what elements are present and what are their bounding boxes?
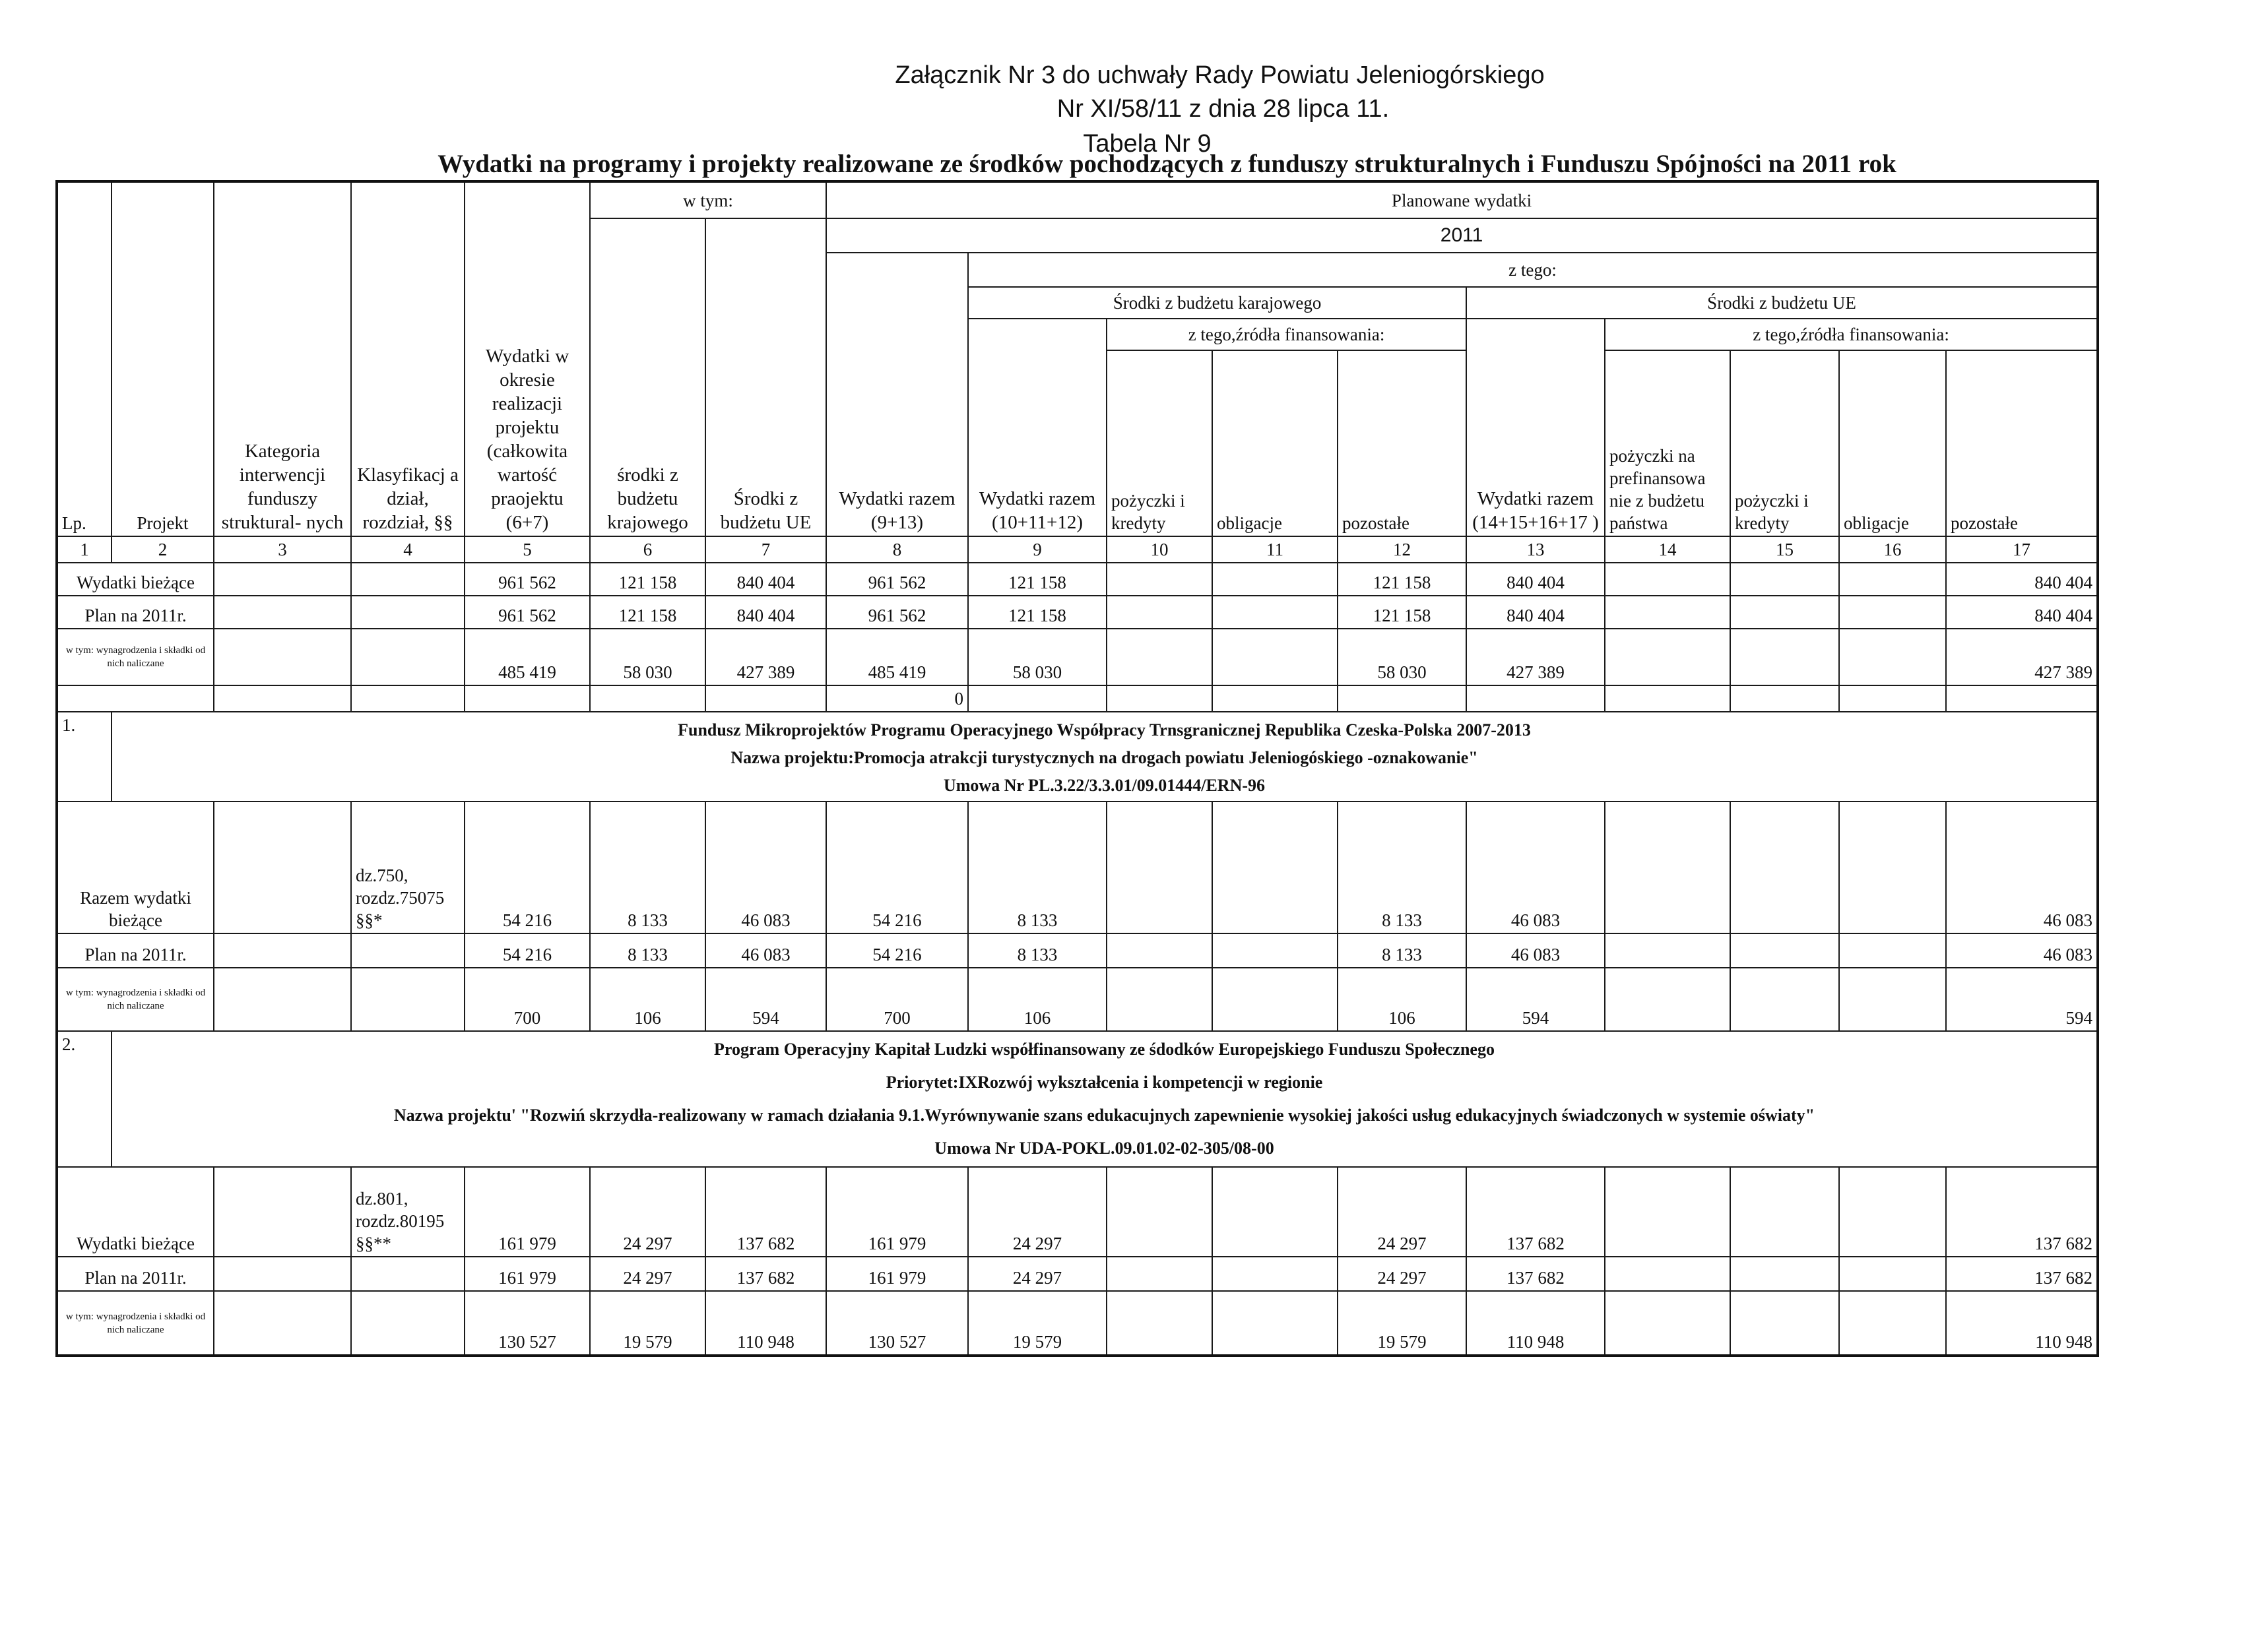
- col-kategoria-header: Kategoria interwencji funduszy struktural- nych: [214, 181, 351, 536]
- cell: 594: [705, 968, 826, 1031]
- cell: 8 133: [590, 933, 705, 968]
- cell: 961 562: [826, 596, 968, 629]
- cell: 137 682: [1946, 1257, 2098, 1291]
- cell: 121 158: [1338, 596, 1466, 629]
- cell: 54 216: [465, 933, 590, 968]
- row-label: Wydatki bieżące: [57, 563, 214, 596]
- cell: 8 133: [1338, 802, 1466, 933]
- col-srodki-ue-header: Środki z budżetu UE: [705, 218, 826, 536]
- year-header: 2011: [826, 218, 2098, 253]
- cell: 121 158: [590, 596, 705, 629]
- cell: 24 297: [590, 1167, 705, 1257]
- cell: 58 030: [968, 629, 1107, 685]
- resolution-number: Nr XI/58/11 z dnia 28 lipca 11.: [1056, 95, 1390, 123]
- krajowe-header: Środki z budżetu karajowego: [968, 287, 1466, 319]
- cell: 121 158: [590, 563, 705, 596]
- table-row: [57, 629, 2098, 685]
- cell: 427 389: [1946, 629, 2098, 685]
- section-line: Program Operacyjny Kapitał Ludzki współfinansowany ze śdodków Europejskiego Funduszu Społecznego: [714, 1040, 1495, 1059]
- colnum: 5: [465, 536, 590, 563]
- cell: 58 030: [590, 629, 705, 685]
- section-lp: 2.: [57, 1031, 112, 1167]
- table-row: [57, 563, 2098, 596]
- zrodla-ue-header: z tego,źródła finansowania:: [1605, 319, 2098, 350]
- colnum: 14: [1605, 536, 1730, 563]
- cell: 19 579: [590, 1291, 705, 1356]
- cell: 8 133: [590, 802, 705, 933]
- col-klasyfikacja-header: Klasyfikacj a dział, rozdział, §§: [351, 181, 465, 536]
- cell: 840 404: [705, 596, 826, 629]
- cell: 137 682: [705, 1167, 826, 1257]
- colnum: 17: [1946, 536, 2098, 563]
- cell: 19 579: [1338, 1291, 1466, 1356]
- cell: 700: [465, 968, 590, 1031]
- col-pozostale2-header: pozostałe: [1946, 350, 2098, 536]
- w-tym-header: w tym:: [590, 181, 826, 218]
- row-label: w tym: wynagrodzenia i składki od nich naliczane: [57, 1291, 214, 1356]
- cell: 46 083: [1946, 802, 2098, 933]
- cell: 24 297: [968, 1167, 1107, 1257]
- section-line: Nazwa projektu' "Rozwiń skrzydła-realizowany w ramach działania 9.1.Wyrównywanie szans edukacujnych zapewnienie wysokiej jakości usług edukacyjnych świadczonych w systemie oświaty": [393, 1106, 1815, 1125]
- colnum: 6: [590, 536, 705, 563]
- col-projekt-header: Projekt: [112, 181, 214, 536]
- attachment-header: Załącznik Nr 3 do uchwały Rady Powiatu Jeleniogórskiego: [895, 61, 1545, 89]
- cell: 840 404: [1946, 563, 2098, 596]
- col-obligacje-header: obligacje: [1212, 350, 1338, 536]
- cell: 961 562: [465, 563, 590, 596]
- table-row: [57, 933, 2098, 968]
- cell: 24 297: [1338, 1167, 1466, 1257]
- cell: 46 083: [705, 802, 826, 933]
- cell: 485 419: [826, 629, 968, 685]
- colnum: 8: [826, 536, 968, 563]
- cell: 594: [1946, 968, 2098, 1031]
- z-tego-header: z tego:: [968, 253, 2098, 287]
- table-row: [57, 968, 2098, 1031]
- row-label: w tym: wynagrodzenia i składki od nich naliczane: [57, 968, 214, 1031]
- cell: 54 216: [826, 933, 968, 968]
- cell: 106: [590, 968, 705, 1031]
- cell: 46 083: [1946, 933, 2098, 968]
- row-label: Plan na 2011r.: [57, 933, 214, 968]
- row-label: Plan na 2011r.: [57, 596, 214, 629]
- cell: 46 083: [1466, 802, 1605, 933]
- table-row: [57, 1167, 2098, 1257]
- section-2-header: [57, 1031, 2098, 1167]
- table-number: Tabela Nr 9: [1083, 130, 1212, 158]
- colnum: 1: [57, 536, 112, 563]
- section-line: Umowa Nr UDA-POKL.09.01.02-02-305/08-00: [934, 1139, 1274, 1158]
- cell: 161 979: [465, 1257, 590, 1291]
- cell: 485 419: [465, 629, 590, 685]
- ue-header: Środki z budżetu UE: [1466, 287, 2098, 319]
- cell: 700: [826, 968, 968, 1031]
- cell: 130 527: [465, 1291, 590, 1356]
- section-line: Nazwa projektu:Promocja atrakcji turystycznych na drogach powiatu Jeleniogóskiego -oznakowanie": [730, 748, 1478, 767]
- cell: 24 297: [1338, 1257, 1466, 1291]
- colnum: 11: [1212, 536, 1338, 563]
- cell: 840 404: [1946, 596, 2098, 629]
- section-lp: 1.: [57, 712, 112, 802]
- cell: 106: [968, 968, 1107, 1031]
- cell: 8 133: [1338, 933, 1466, 968]
- cell: 961 562: [826, 563, 968, 596]
- section-1-header: [57, 712, 2098, 802]
- table-row: [57, 685, 2098, 712]
- cell: 121 158: [968, 596, 1107, 629]
- table-row: [57, 1257, 2098, 1291]
- cell: 46 083: [705, 933, 826, 968]
- row-label: Wydatki bieżące: [57, 1167, 214, 1257]
- cell: 130 527: [826, 1291, 968, 1356]
- cell: 161 979: [826, 1257, 968, 1291]
- cell: 24 297: [590, 1257, 705, 1291]
- cell: 54 216: [826, 802, 968, 933]
- section-line: Fundusz Mikroprojektów Programu Operacyjnego Współpracy Trnsgranicznej Republika Czeska-Polska 2007-2013: [678, 720, 1531, 739]
- col-wydatki-okres-header: Wydatki w okresie realizacji projektu (całkowita wartość praojektu (6+7): [465, 181, 590, 536]
- col-lp-header: Lp.: [57, 181, 112, 536]
- cell: 46 083: [1466, 933, 1605, 968]
- cell: 427 389: [1466, 629, 1605, 685]
- row-label: w tym: wynagrodzenia i składki od nich naliczane: [57, 629, 214, 685]
- row-label: Razem wydatki bieżące: [57, 802, 214, 933]
- col-wydatki-razem-header: Wydatki razem (9+13): [826, 253, 968, 536]
- col-pozostale-header: pozostałe: [1338, 350, 1466, 536]
- cell: 840 404: [1466, 596, 1605, 629]
- klasyfikacja-cell: dz.750, rozdz.75075 §§*: [351, 802, 465, 933]
- cell: 840 404: [705, 563, 826, 596]
- row-label: Plan na 2011r.: [57, 1257, 214, 1291]
- cell: 0: [826, 685, 968, 712]
- cell: 19 579: [968, 1291, 1107, 1356]
- cell: 106: [1338, 968, 1466, 1031]
- cell: 24 297: [968, 1257, 1107, 1291]
- colnum: 12: [1338, 536, 1466, 563]
- col-wydatki-razem-13-header: Wydatki razem (14+15+16+17 ): [1466, 319, 1605, 536]
- col-prefinansowanie-header: pożyczki na prefinansowa nie z budżetu państwa: [1605, 350, 1730, 536]
- cell: 121 158: [968, 563, 1107, 596]
- cell: 137 682: [1946, 1167, 2098, 1257]
- section-title: [112, 1031, 2098, 1167]
- colnum: 4: [351, 536, 465, 563]
- colnum: 7: [705, 536, 826, 563]
- colnum: 15: [1730, 536, 1839, 563]
- cell: 137 682: [705, 1257, 826, 1291]
- col-pozyczki-header: pożyczki i kredyty: [1107, 350, 1212, 536]
- zrodla-krajowe-header: z tego,źródła finansowania:: [1107, 319, 1466, 350]
- colnum: 16: [1839, 536, 1946, 563]
- cell: 161 979: [465, 1167, 590, 1257]
- cell: 427 389: [705, 629, 826, 685]
- cell: 54 216: [465, 802, 590, 933]
- cell: 110 948: [1946, 1291, 2098, 1356]
- col-pozyczki2-header: pożyczki i kredyty: [1730, 350, 1839, 536]
- colnum: 9: [968, 536, 1107, 563]
- cell: 137 682: [1466, 1167, 1605, 1257]
- table-row: [57, 596, 2098, 629]
- colnum: 3: [214, 536, 351, 563]
- klasyfikacja-cell: dz.801, rozdz.80195 §§**: [351, 1167, 465, 1257]
- planowane-header: Planowane wydatki: [826, 181, 2098, 218]
- table-row: [57, 802, 2098, 933]
- cell: 8 133: [968, 802, 1107, 933]
- cell: 961 562: [465, 596, 590, 629]
- colnum: 10: [1107, 536, 1212, 563]
- cell: 840 404: [1466, 563, 1605, 596]
- cell: 161 979: [826, 1167, 968, 1257]
- cell: 110 948: [705, 1291, 826, 1356]
- section-line: Priorytet:IXRozwój wykształcenia i kompetencji w regionie: [886, 1073, 1323, 1092]
- cell: 110 948: [1466, 1291, 1605, 1356]
- column-numbers-row: [57, 536, 2098, 563]
- cell: 8 133: [968, 933, 1107, 968]
- colnum: 13: [1466, 536, 1605, 563]
- colnum: 2: [112, 536, 214, 563]
- cell: 594: [1466, 968, 1605, 1031]
- table-row: [57, 1291, 2098, 1356]
- cell: 58 030: [1338, 629, 1466, 685]
- document-title: Wydatki na programy i projekty realizowane ze środków pochodzących z funduszy strukturalnych i Funduszu Spójności na 2011 rok: [437, 150, 1896, 178]
- cell: 137 682: [1466, 1257, 1605, 1291]
- col-srodki-krajowe-header: środki z budżetu krajowego: [590, 218, 705, 536]
- section-line: Umowa Nr PL.3.22/3.3.01/09.01444/ERN-96: [944, 776, 1266, 795]
- col-obligacje2-header: obligacje: [1839, 350, 1946, 536]
- section-title: [112, 712, 2098, 802]
- col-wydatki-razem-9-header: Wydatki razem (10+11+12): [968, 319, 1107, 536]
- cell: 121 158: [1338, 563, 1466, 596]
- expenditure-table: [55, 180, 2099, 1357]
